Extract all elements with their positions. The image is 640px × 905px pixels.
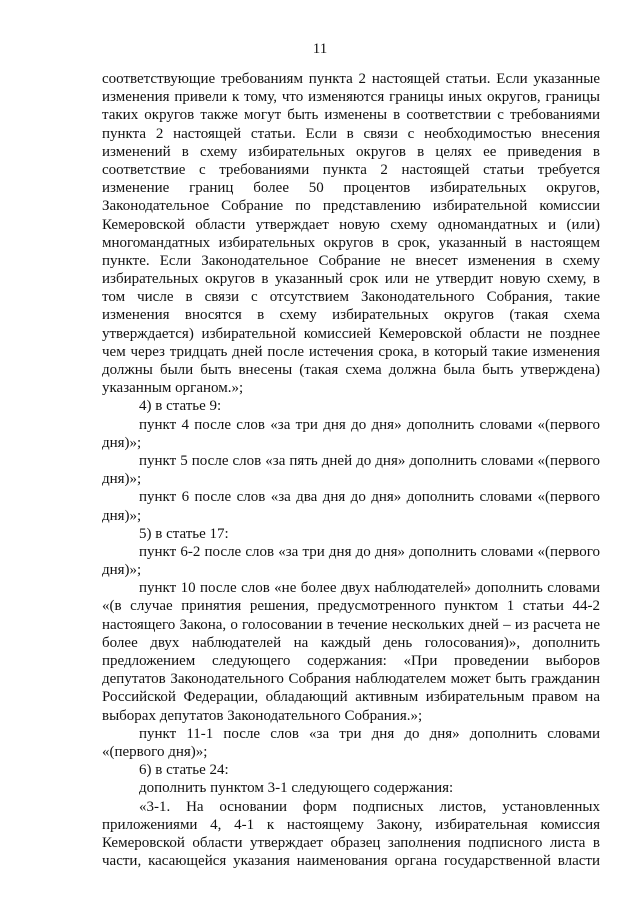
document-body [102, 70, 600, 870]
text-line: пункте. Если Законодательное Собрание не внесет изменения в схему [102, 252, 600, 269]
text-line: том числе в связи с отсутствием Законодательного Собрания, такие [102, 289, 600, 306]
text-line: указанным органом.»; [102, 380, 244, 397]
text-line: Законодательное Собрание по представлению избирательной комиссии [102, 198, 600, 215]
text-line: 6) в статье 24: [139, 762, 229, 779]
text-line: приложениями 4, 4-1 к настоящему Закону, избирательная комиссия [102, 816, 600, 833]
text-line: избирательных округов в указанный срок или не утвердит новую схему, в [102, 271, 600, 288]
text-line: изменения привели к тому, что изменяются границы иных округов, границы [102, 89, 600, 106]
text-line: соответствие с требованиями пункта 2 настоящей статьи требуется [102, 161, 600, 178]
text-line: должны были быть внесены (такая схема должна была быть утверждена) [102, 362, 600, 378]
text-line: пункт 5 после слов «за пять дней до дня» дополнить словами «(первого [139, 452, 600, 469]
text-line: «(в случае принятия решения, предусмотренного пунктом 1 статьи 44-2 [102, 598, 600, 615]
text-line: настоящего Закона, о голосовании в течение нескольких дней – из расчета не [102, 616, 600, 633]
text-line: пункт 6-2 после слов «за три дня до дня» дополнить словами «(первого [139, 543, 600, 560]
text-line: изменение границ более 50 процентов избирательных округов, [102, 180, 600, 197]
text-line: 4) в статье 9: [139, 398, 222, 415]
text-line: изменения вносятся в схему избирательных округов (такая схема [102, 307, 600, 324]
text-line: Российской Федерации, обладающий активным избирательным правом на [102, 689, 600, 706]
text-line: пункт 4 после слов «за три дня до дня» дополнить словами «(первого [139, 416, 600, 433]
text-line: дня)»; [102, 562, 142, 579]
text-line: таких округов также могут быть изменены в соответствии с требованиями [102, 107, 600, 124]
text-line: более двух наблюдателей на каждый день голосования)», дополнить [102, 634, 600, 651]
text-line: соответствующие требованиям пункта 2 настоящей статьи. Если указанные [102, 71, 600, 87]
text-line: дня)»; [102, 434, 142, 451]
text-line: пункт 10 после слов «не более двух наблюдателей» дополнить словами [139, 580, 600, 597]
text-line: пункт 11-1 после слов «за три дня до дня» дополнить словами [139, 725, 600, 742]
text-line: многомандатных избирательных округов в срок, указанный в настоящем [102, 234, 600, 251]
text-line: дня)»; [102, 507, 142, 524]
text-line: «(первого дня)»; [102, 743, 208, 760]
text-line: дополнить пунктом 3-1 следующего содержания: [139, 780, 454, 797]
page-number: 11 [312, 41, 328, 57]
text-line: депутатов Законодательного Собрания наблюдателем может быть гражданин [102, 671, 600, 688]
text-line: пункта 2 настоящей статьи. Если в связи с необходимостью внесения [102, 125, 600, 142]
text-line: изменений в схему избирательных округов в целях ее приведения в [102, 143, 600, 160]
text-line: «3-1. На основании форм подписных листов, установленных [139, 798, 600, 815]
text-line: пункт 6 после слов «за два дня до дня» дополнить словами «(первого [139, 489, 600, 506]
text-line: утверждается) избирательной комиссией Кемеровской области не позднее [102, 325, 600, 342]
text-line: чем через тридцать дней после истечения срока, в который такие изменения [102, 343, 600, 360]
text-line: дня)»; [102, 471, 142, 488]
text-line: выборах депутатов Законодательного Собрания.»; [102, 707, 423, 724]
text-line: Кемеровской области утверждает образец заполнения подписного листа в [102, 834, 600, 851]
text-line: 5) в статье 17: [139, 525, 229, 542]
text-line: Кемеровской области утверждает новую схему одномандатных и (или) [102, 216, 600, 233]
text-line: части, касающейся указания наименования органа государственной власти [102, 853, 600, 870]
text-line: предложением следующего содержания: «При проведении выборов [102, 653, 600, 669]
